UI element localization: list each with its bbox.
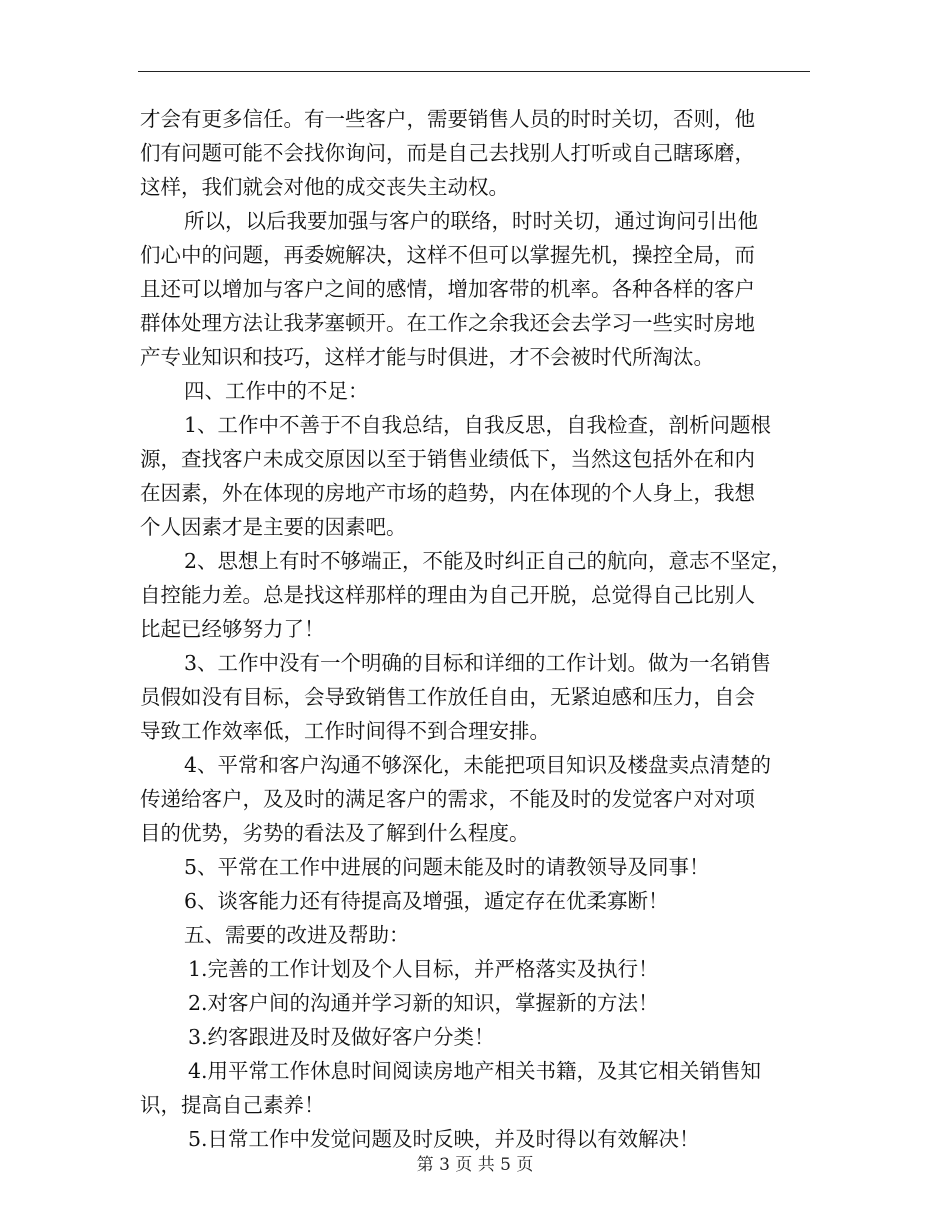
body-line: 们心中的问题，再委婉解决，这样不但可以掌握先机，操控全局，而 [140, 243, 755, 267]
document-body [140, 102, 812, 1156]
list-item-start-line: 2.对客户间的沟通并学习新的知识，掌握新的方法！ [188, 991, 659, 1015]
body-line: 目的优势，劣势的看法及了解到什么程度。 [140, 821, 530, 845]
body-line: 员假如没有目标，会导致销售工作放任自由，无紧迫感和压力，自会 [140, 685, 755, 709]
list-item-start-line: 6、谈客能力还有待提高及增强，遁定存在优柔寡断！ [184, 889, 669, 913]
body-line: 源，查找客户未成交原因以至于销售业绩低下，当然这包括外在和内 [140, 447, 755, 471]
list-item-start-line: 5、平常在工作中进展的问题未能及时的请教领导及同事！ [184, 855, 710, 879]
body-line: 识，提高自己素养！ [140, 1093, 325, 1117]
body-line: 且还可以增加与客户之间的感情，增加客带的机率。各种各样的客户 [140, 277, 755, 301]
list-item-start-line: 2、思想上有时不够端正，不能及时纠正自己的航向，意志不坚定， [184, 549, 792, 573]
body-line: 们有问题可能不会找你询问，而是自己去找别人打听或自己瞎琢磨， [140, 141, 755, 165]
section-heading-shortcomings: 四、工作中的不足： [184, 379, 369, 403]
page-number: 第 3 页 共 5 页 [416, 1155, 534, 1175]
section-heading-improvements: 五、需要的改进及帮助： [184, 923, 410, 947]
body-line: 产专业知识和技巧，这样才能与时俱进，才不会被时代所淘汰。 [140, 345, 714, 369]
body-line: 导致工作效率低，工作时间得不到合理安排。 [140, 719, 550, 743]
body-line: 自控能力差。总是找这样那样的理由为自己开脱，总觉得自己比别人 [140, 583, 755, 607]
body-line: 在因素，外在体现的房地产市场的趋势，内在体现的个人身上，我想 [140, 481, 755, 505]
body-line: 才会有更多信任。有一些客户，需要销售人员的时时关切，否则，他 [140, 107, 755, 131]
body-line: 传递给客户，及及时的满足客户的需求，不能及时的发觉客户对对项 [140, 787, 755, 811]
paragraph-start-line: 所以，以后我要加强与客户的联络，时时关切，通过询问引出他 [184, 209, 758, 233]
body-line: 个人因素才是主要的因素吧。 [140, 515, 407, 539]
header-rule [138, 71, 810, 72]
list-item-start-line: 4.用平常工作休息时间阅读房地产相关书籍，及其它相关销售知 [188, 1059, 762, 1083]
body-line: 群体处理方法让我茅塞顿开。在工作之余我还会去学习一些实时房地 [140, 311, 755, 335]
list-item-start-line: 1、工作中不善于不自我总结，自我反思，自我检查，剖析问题根 [184, 413, 772, 437]
body-line: 这样，我们就会对他的成交丧失主动权。 [140, 175, 509, 199]
list-item-start-line: 5.日常工作中发觉问题及时反映，并及时得以有效解决！ [188, 1127, 700, 1151]
list-item-start-line: 3.约客跟进及时及做好客户分类！ [188, 1025, 495, 1049]
body-line: 比起已经够努力了！ [140, 617, 325, 641]
list-item-start-line: 4、平常和客户沟通不够深化，未能把项目知识及楼盘卖点清楚的 [184, 753, 772, 777]
list-item-start-line: 3、工作中没有一个明确的目标和详细的工作计划。做为一名销售 [184, 651, 772, 675]
list-item-start-line: 1.完善的工作计划及个人目标，并严格落实及执行！ [188, 957, 659, 981]
